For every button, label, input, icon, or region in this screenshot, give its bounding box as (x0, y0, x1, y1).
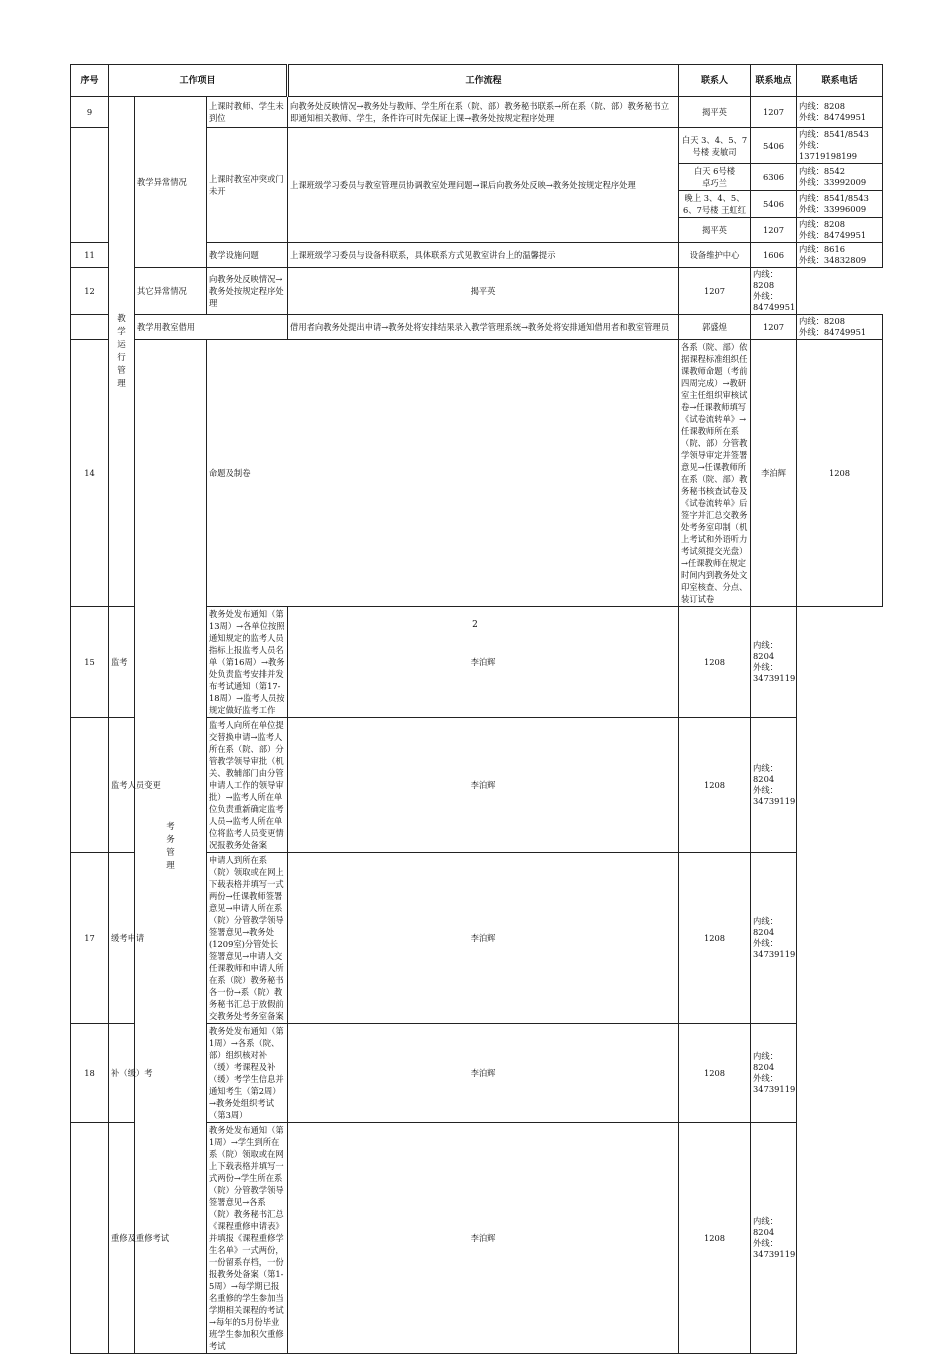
table-row (71, 340, 883, 607)
table-row (71, 268, 883, 315)
row-phone: 内线：8208 外线：84749951 (751, 268, 797, 315)
table-row (71, 1024, 883, 1123)
row-location: 1606 (751, 243, 797, 268)
row-seq (71, 1123, 109, 1354)
row-seq: 9 (71, 97, 109, 128)
header-location: 联系地点 (751, 65, 797, 97)
table-row (71, 1123, 883, 1354)
row-phone: 内线：8616 外线：34832809 (797, 243, 883, 268)
row-item: 重修及重修考试 (109, 1123, 207, 1354)
group-teaching: 教 学 运 行 管 理 (109, 97, 135, 607)
row-location: 5406 (751, 191, 797, 218)
row-phone: 内线：8204 外线：34739119 (751, 1024, 797, 1123)
row-item: 教学用教室借用 (135, 315, 288, 340)
row-contact: 揭平英 (288, 268, 679, 315)
row-contact: 揭平英 (679, 97, 751, 128)
row-process: 申请人到所在系（院）领取或在网上下载表格并填写一式两份→任课教师签署意见→申请人所在系（院）分管教学领导签署意见→教务处(1209室)分管处长签署意见→申请人交任课教师和申请人所在系（院）教务秘书各一份→系（院）教务秘书汇总于放假前交教务处考务室备案 (207, 853, 288, 1024)
header-phone: 联系电话 (797, 65, 883, 97)
work-process-table (70, 64, 883, 1354)
row-process: 各系（院、部）依据课程标准组织任课教师命题（考前四周完成）→教研室主任组织审核试卷→任课教师填写《试卷流转单》→任课教师所在系（院、部）分管教学领导审定并签署意见→任课教师所在系（院、部）教务秘书核查试卷及《试卷流转单》后签字并汇总交教务处考务室印制（机上考试和外语听力考试须提交光盘）→任课教师在规定时间内到教务处文印室核查、分点、装订试卷 (679, 340, 751, 607)
row-contact: 李泊辉 (288, 607, 679, 718)
row-process: 教务处发布通知（第1周）→各系（院、部）组织核对补（缓）考课程及补（缓）考学生信息并通知考生（第2周）→教务处组织考试（第3周） (207, 1024, 288, 1123)
row-location: 5406 (751, 128, 797, 164)
row-phone: 内线：8204 外线：34739119 (751, 853, 797, 1024)
row-process: 借用者向教务处提出申请→教务处将安排结果录入教学管理系统→教务处将安排通知借用者和教室管理员 (288, 315, 679, 340)
row-contact: 设备维护中心 (679, 243, 751, 268)
row-subitem: 上课时教室冲突或门未开 (207, 128, 288, 243)
row-contact: 李泊辉 (751, 340, 797, 607)
row-seq: 12 (71, 268, 109, 315)
row-contact: 李泊辉 (288, 718, 679, 853)
table-row (71, 718, 883, 853)
row-contact: 李泊辉 (288, 1024, 679, 1123)
row-location: 1207 (679, 268, 751, 315)
row-item: 补（缓）考 (109, 1024, 207, 1123)
row-contact: 郭盛煌 (679, 315, 751, 340)
row-seq: 11 (71, 243, 109, 268)
row-phone: 内线：8541/8543 外线：13719198199 (797, 128, 883, 164)
table-row (71, 97, 883, 128)
header-seq: 序号 (71, 65, 109, 97)
group-exam: 考 务 管 理 (135, 340, 207, 1354)
table-row (71, 315, 883, 340)
row-contact: 晚上 3、4、5、6、7号楼 王虹红 (679, 191, 751, 218)
row-location: 1208 (679, 718, 751, 853)
row-phone: 内线：8542 外线：33992009 (797, 164, 883, 191)
row-item: 监考 (109, 607, 207, 718)
row-process: 向教务处反映情况→教务处与教师、学生所在系（院、部）教务秘书联系→所在系（院、部）教务秘书立即通知相关教师、学生，条件许可时先保证上课→教务处按规定程序处理 (288, 97, 679, 128)
row-phone: 内线：8208 外线：84749951 (797, 97, 883, 128)
row-contact: 李泊辉 (288, 853, 679, 1024)
row-subitem: 教学设施问题 (207, 243, 288, 268)
row-location: 1207 (751, 315, 797, 340)
row-subitem: 其它异常情况 (135, 268, 207, 315)
row-contact: 白天 6号楼 卓巧兰 (679, 164, 751, 191)
row-location: 1208 (797, 340, 883, 607)
row-process: 监考人向所在单位提交替换申请→监考人所在系（院、部）分管教学领导审批（机关、教辅部门由分管申请人工作的领导审批）→监考人所在单位负责重新确定监考人员→监考人所在单位将监考人员变更情况报教务处备案 (207, 718, 288, 853)
row-location: 1207 (751, 97, 797, 128)
row-phone: 内线：8204 外线：34739119 (751, 1123, 797, 1354)
row-phone: 内线：8541/8543 外线：33996009 (797, 191, 883, 218)
row-location: 1208 (679, 853, 751, 1024)
row-location: 1207 (751, 218, 797, 243)
row-seq: 18 (71, 1024, 109, 1123)
header-process: 工作流程 (288, 65, 679, 97)
header-contact: 联系人 (679, 65, 751, 97)
row-process: 教务处发布通知（第13周）→各单位按照通知规定的监考人员指标上报监考人员名单（第16周）→教务处负责监考安排并发布考试通知（第17-18周）→监考人员按规定做好监考工作 (207, 607, 288, 718)
row-seq (71, 718, 109, 853)
row-process: 上课班级学习委员与设备科联系，具体联系方式见教室讲台上的温馨提示 (288, 243, 679, 268)
row-subitem: 上课时教师、学生未到位 (207, 97, 288, 128)
row-contact: 揭平英 (679, 218, 751, 243)
table-row (71, 853, 883, 1024)
row-contact: 李泊辉 (288, 1123, 679, 1354)
row-contact: 白天 3、4、5、7号楼 麦敏司 (679, 128, 751, 164)
header-item: 工作项目 (109, 65, 288, 97)
row-phone: 内线：8204 外线：34739119 (751, 718, 797, 853)
row-phone: 内线：8204 外线：34739119 (751, 607, 797, 718)
row-location: 1208 (679, 1024, 751, 1123)
row-location: 1208 (679, 1123, 751, 1354)
row-seq: 15 (71, 607, 109, 718)
row-item: 监考人员变更 (109, 718, 207, 853)
row-process: 向教务处反映情况→教务处按规定程序处理 (207, 268, 288, 315)
row-process: 教务处发布通知（第1周）→学生到所在系（院）领取或在网上下载表格并填写一式两份→学生所在系（院）分管教学领导签署意见→各系（院）教务秘书汇总《课程重修申请表》并填报《课程重修学生名单》一式两份，一份留系存档，一份报教务处备案（第1-5周）→每学期已报名重修的学生参加当学期相关课程的考试→每年的5月份毕业班学生参加积欠重修考试 (207, 1123, 288, 1354)
row-seq: 17 (71, 853, 109, 1024)
row-seq (71, 315, 109, 340)
row-item: 缓考申请 (109, 853, 207, 1024)
row-process: 上课班级学习委员与教室管理员协调教室处理问题→课后向教务处反映→教务处按规定程序处理 (288, 128, 679, 243)
row-location: 6306 (751, 164, 797, 191)
row-seq: 14 (71, 340, 109, 607)
row-seq (71, 128, 109, 243)
row-phone: 内线：8208 外线：84749951 (797, 315, 883, 340)
header-row (71, 65, 883, 97)
row-item: 命题及制卷 (207, 340, 679, 607)
page-number: 2 (472, 620, 478, 630)
group-abnormal: 教学异常情况 (135, 97, 207, 268)
row-phone: 内线：8208 外线：84749951 (797, 218, 883, 243)
row-location: 1208 (679, 607, 751, 718)
